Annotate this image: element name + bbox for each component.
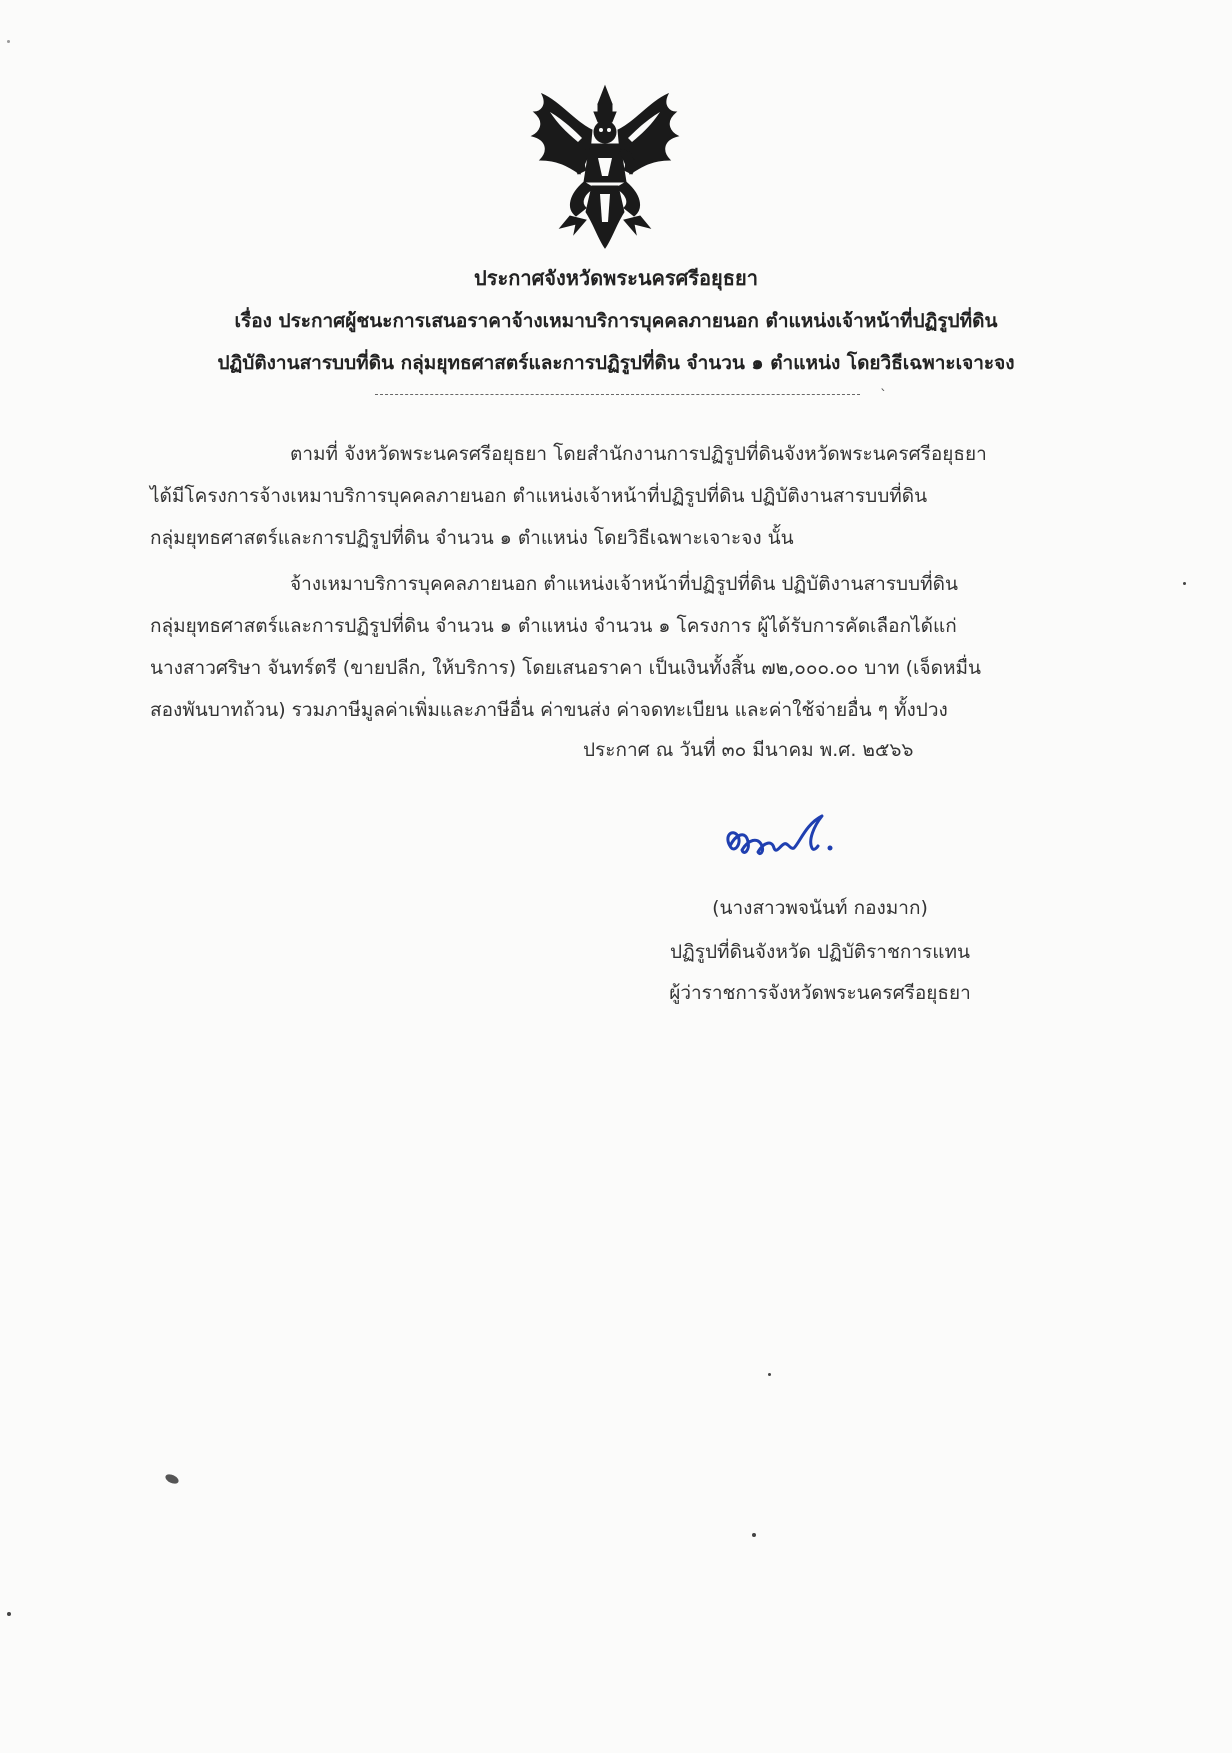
- scan-speck: [7, 1612, 11, 1616]
- paragraph-line: สองพันบาทถ้วน) รวมภาษีมูลค่าเพิ่มและภาษีอื่น ค่าขนส่ง ค่าจดทะเบียน และค่าใช้จ่ายอื่น ๆ ทั้งปวง: [150, 699, 948, 721]
- document-title: ประกาศจังหวัดพระนครศรีอยุธยา: [474, 266, 758, 290]
- announcement-date: ประกาศ ณ วันที่ ๓๐ มีนาคม พ.ศ. ๒๕๖๖: [583, 739, 914, 761]
- paragraph-line: กลุ่มยุทธศาสตร์และการปฏิรูปที่ดิน จำนวน ๑ ตำแหน่ง โดยวิธีเฉพาะเจาะจง นั้น: [150, 527, 794, 549]
- paragraph-line: กลุ่มยุทธศาสตร์และการปฏิรูปที่ดิน จำนวน ๑ ตำแหน่ง จำนวน ๑ โครงการ ผู้ได้รับการคัดเลือกได้แก่: [150, 615, 957, 637]
- scan-speck: [768, 1373, 771, 1376]
- scan-speck: [752, 1533, 756, 1537]
- paragraph-line: ตามที่ จังหวัดพระนครศรีอยุธยา โดยสำนักงานการปฏิรูปที่ดินจังหวัดพระนครศรีอยุธยา: [290, 443, 987, 465]
- paragraph-1: [150, 433, 1090, 559]
- divider-mark: ˋ: [880, 388, 887, 404]
- signer-name: (นางสาวพจนันท์ กองมาก): [712, 897, 928, 919]
- scan-speck: [7, 40, 10, 43]
- paragraph-line: นางสาวศริษา จันทร์ตรี (ขายปลีก, ให้บริการ) โดยเสนอราคา เป็นเงินทั้งสิ้น ๗๒,๐๐๐.๐๐ บาท (เจ็ดหมื่น: [150, 657, 981, 679]
- signer-position-1: ปฏิรูปที่ดินจังหวัด ปฏิบัติราชการแทน: [669, 941, 971, 963]
- paragraph-2: [150, 563, 1090, 731]
- subject-line-2: ปฏิบัติงานสารบบที่ดิน กลุ่มยุทธศาสตร์และการปฏิรูปที่ดิน จำนวน ๑ ตำแหน่ง โดยวิธีเฉพาะเจาะจง: [217, 352, 1015, 374]
- paragraph-line: จ้างเหมาบริการบุคคลภายนอก ตำแหน่งเจ้าหน้าที่ปฏิรูปที่ดิน ปฏิบัติงานสารบบที่ดิน: [290, 573, 958, 595]
- paragraph-line: ได้มีโครงการจ้างเหมาบริการบุคคลภายนอก ตำแหน่งเจ้าหน้าที่ปฏิรูปที่ดิน ปฏิบัติงานสารบบที่ดิน: [150, 485, 928, 507]
- scan-speck: [1183, 582, 1186, 585]
- handwritten-signature: [718, 806, 858, 876]
- scan-speck: [164, 1472, 180, 1485]
- subject-line-1: เรื่อง ประกาศผู้ชนะการเสนอราคาจ้างเหมาบริการบุคคลภายนอก ตำแหน่งเจ้าหน้าที่ปฏิรูปที่ดิน: [234, 310, 998, 332]
- title-divider: [375, 394, 860, 395]
- signer-position-2: ผู้ว่าราชการจังหวัดพระนครศรีอยุธยา: [669, 982, 971, 1004]
- garuda-emblem-icon: [520, 82, 690, 252]
